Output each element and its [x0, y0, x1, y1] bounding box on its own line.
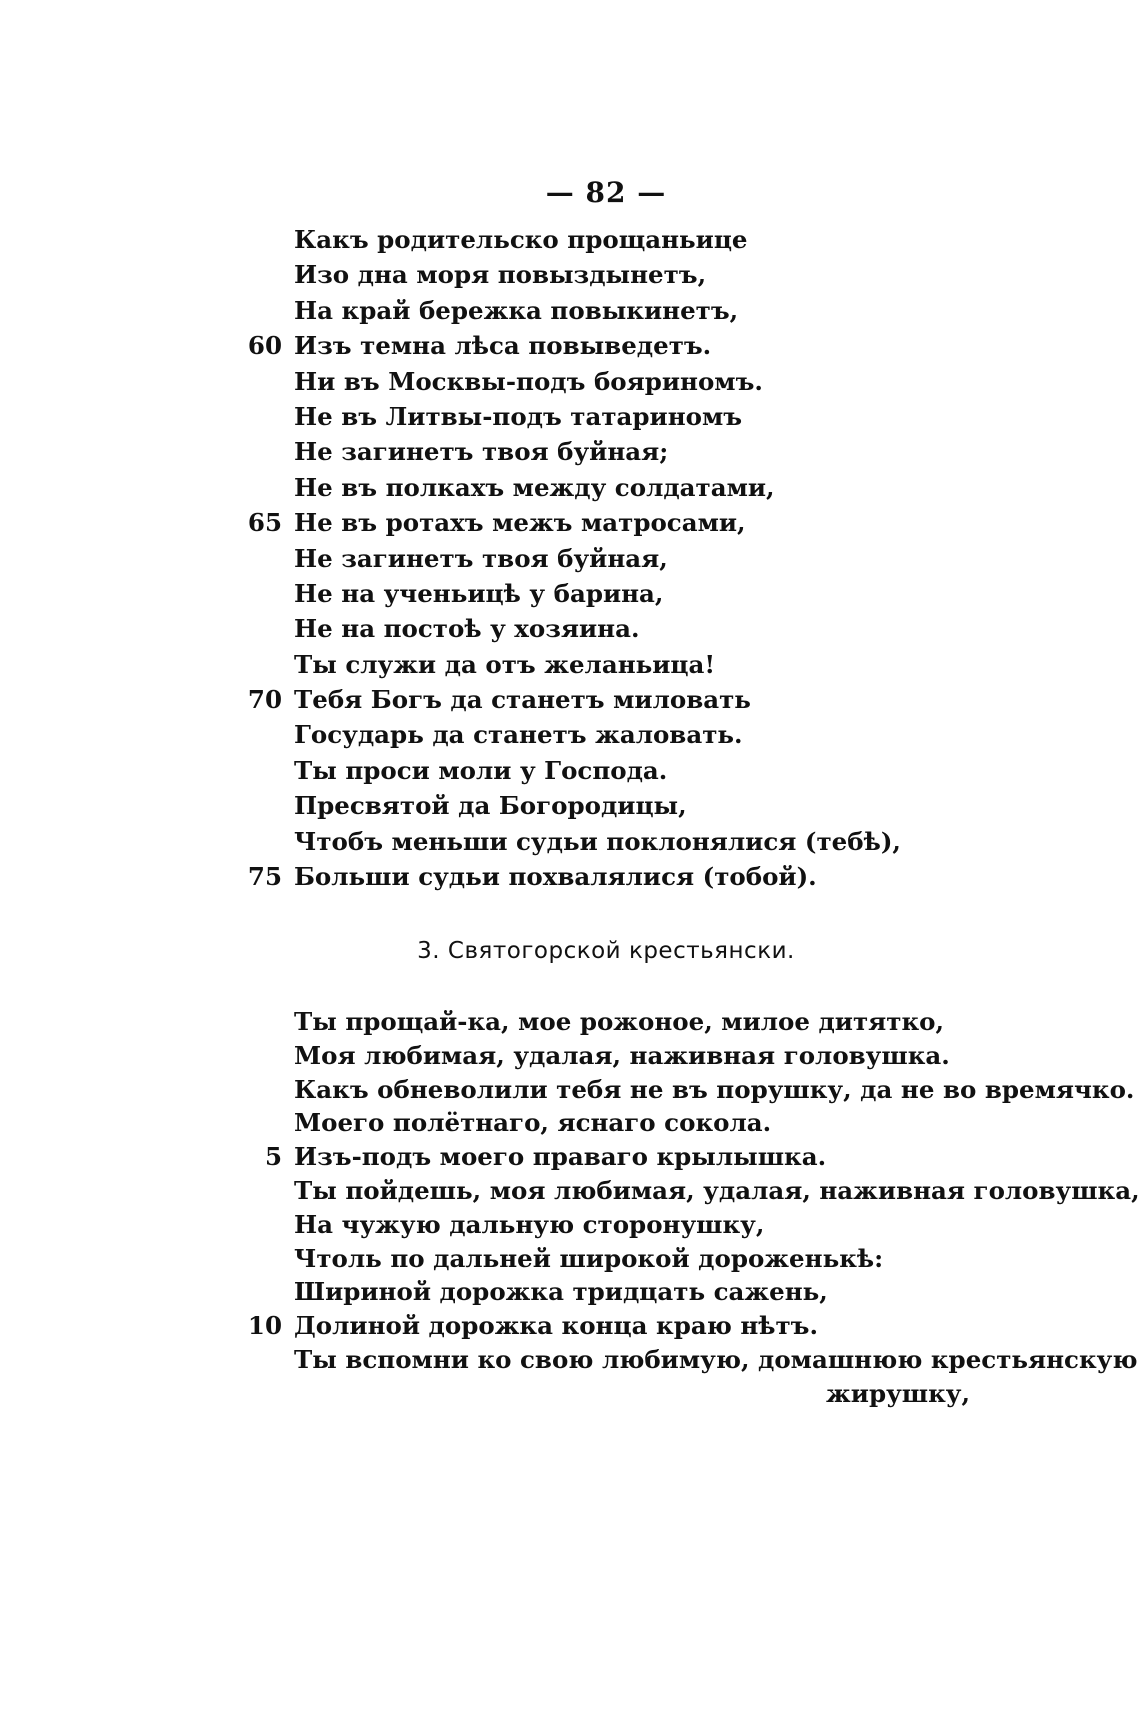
- line-text: На чужую дальную сторонушку,: [294, 1209, 765, 1239]
- line-text: Не на ученьицѣ у барина,: [294, 578, 664, 608]
- verse-line: [240, 824, 1060, 859]
- verse-line: [240, 364, 1060, 399]
- line-text: Чтобъ меньши судьи поклонялися (тебѣ),: [294, 826, 901, 856]
- verse-line: [240, 576, 1060, 611]
- verse-line: [240, 788, 1060, 823]
- line-text: Не въ полкахъ между солдатами,: [294, 472, 775, 502]
- line-text: Изо дна моря повыздынетъ,: [294, 260, 707, 290]
- line-text: Больши судьи похвалялися (тобой).: [294, 862, 817, 892]
- verse-line: [240, 611, 1060, 646]
- poem-lament-continuation: [240, 222, 1060, 894]
- verse-line: [240, 717, 1060, 752]
- verse-line: [240, 470, 1060, 505]
- poem-sviatogorsk-lament: [240, 1005, 1140, 1411]
- line-number: 65: [247, 508, 282, 538]
- line-text: жирушку,: [826, 1378, 970, 1408]
- line-text: Ты прощай-ка, мое рожоное, милое дитятко,: [294, 1007, 945, 1036]
- line-text: Изъ-подъ моего праваго крылышка.: [294, 1142, 827, 1172]
- verse-line: [240, 505, 1060, 540]
- line-text: Изъ темна лѣса повыведетъ.: [294, 331, 712, 361]
- verse-line: [240, 434, 1060, 469]
- verse-line: [240, 328, 1060, 363]
- line-number: 70: [247, 685, 282, 715]
- verse-line: [240, 1039, 1060, 1073]
- verse-line: [240, 1073, 1135, 1107]
- line-number: 5: [264, 1142, 282, 1172]
- line-text: Какъ родительско прощаньице: [294, 225, 748, 254]
- line-text: Ты проси моли у Господа.: [294, 755, 668, 785]
- line-text: Пресвятой да Богородицы,: [294, 791, 687, 821]
- line-text: Ни въ Москвы-подъ бояриномъ.: [294, 366, 763, 396]
- verse-line: [240, 1343, 1138, 1377]
- verse-line: [240, 1005, 1060, 1039]
- line-text: Ты пойдешь, моя любимая, удалая, наживная головушка,: [294, 1175, 1140, 1205]
- line-text: Чтоль по дальней широкой дороженькѣ:: [294, 1243, 884, 1273]
- line-text: Моего полётнаго, яснаго сокола.: [294, 1108, 772, 1138]
- verse-line: [240, 1309, 1060, 1343]
- verse-line: [240, 1242, 1060, 1276]
- line-text: Тебя Богъ да станетъ миловать: [294, 685, 751, 715]
- verse-line: [240, 222, 1060, 257]
- line-text: Не загинетъ твоя буйная;: [294, 437, 669, 467]
- verse-line: [240, 753, 1060, 788]
- line-text: Не въ ротахъ межъ матросами,: [294, 508, 746, 538]
- verse-line: [240, 1208, 1060, 1242]
- line-text: Ты вспомни ко свою любимую, домашнюю крестьянскую: [294, 1344, 1138, 1374]
- line-text: Долиной дорожка конца краю нѣтъ.: [294, 1311, 819, 1341]
- line-text: На край бережка повыкинетъ,: [294, 295, 739, 325]
- line-text: Не загинетъ твоя буйная,: [294, 543, 668, 573]
- verse-line: [240, 1275, 1060, 1309]
- verse-line: [240, 257, 1060, 292]
- verse-line: [240, 293, 1060, 328]
- line-text: Государь да станетъ жаловать.: [294, 720, 743, 750]
- page-number: — 82 —: [545, 176, 667, 209]
- line-text: Не на постоѣ у хозяина.: [294, 614, 640, 644]
- section-heading: 3. Святогорской крестьянски.: [417, 938, 795, 964]
- line-text: Не въ Литвы-подъ татариномъ: [294, 401, 743, 431]
- verse-line: [240, 541, 1060, 576]
- line-number: 75: [247, 862, 282, 892]
- line-number: 10: [247, 1311, 282, 1341]
- verse-line: [240, 399, 1060, 434]
- verse-line: [240, 1174, 1140, 1208]
- verse-line: [240, 682, 1060, 717]
- line-text: Моя любимая, удалая, наживная головушка.: [294, 1040, 950, 1070]
- verse-line: [240, 647, 1060, 682]
- verse-line-continuation: [240, 1377, 1060, 1411]
- verse-line: [240, 1140, 1060, 1174]
- line-number: 60: [247, 331, 282, 361]
- verse-line: [240, 859, 1060, 894]
- line-text: Какъ обневолили тебя не въ порушку, да не во времячко.: [294, 1074, 1135, 1104]
- line-text: Шириной дорожка тридцать сажень,: [294, 1277, 828, 1307]
- verse-line: [240, 1106, 1060, 1140]
- line-text: Ты служи да отъ желаньица!: [294, 649, 716, 679]
